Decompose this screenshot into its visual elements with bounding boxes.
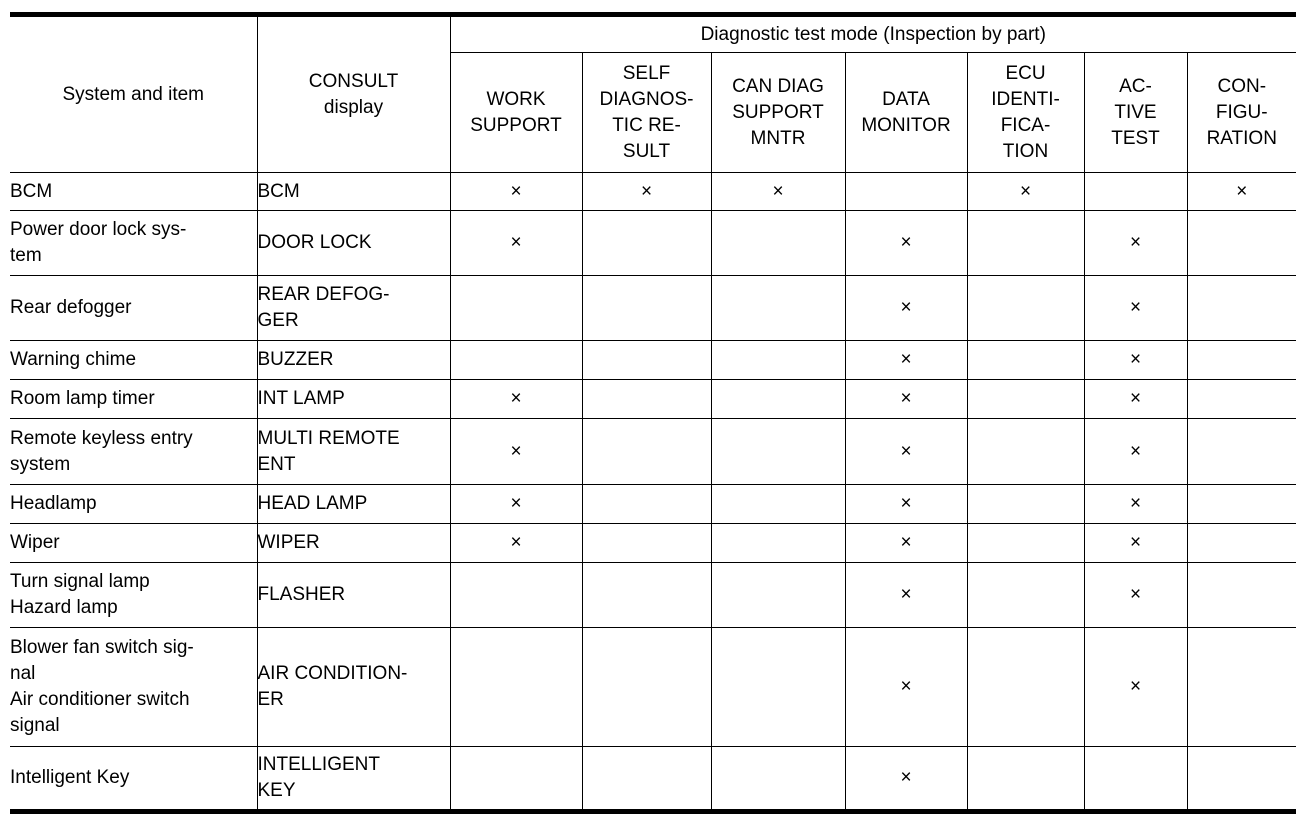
consult-display-cell: AIR CONDITION- ER — [257, 628, 450, 747]
header-system-and-item: System and item — [10, 15, 257, 173]
applicable-mark: × — [900, 388, 912, 409]
system-item-cell: Power door lock sys- tem — [10, 211, 257, 276]
mode-cell — [1187, 211, 1296, 276]
mode-cell — [845, 211, 967, 276]
applicable-mark: × — [1129, 493, 1142, 514]
mode-cell — [582, 485, 711, 524]
mode-cell — [450, 485, 582, 524]
mode-cell — [1084, 628, 1187, 747]
system-item-cell: Rear defogger — [10, 276, 257, 341]
mode-cell — [1187, 276, 1296, 341]
mode-cell — [1187, 419, 1296, 485]
mode-cell — [1084, 563, 1187, 628]
consult-display-cell: WIPER — [257, 524, 450, 563]
mode-cell — [845, 524, 967, 563]
applicable-mark: × — [900, 767, 912, 788]
applicable-mark: × — [900, 532, 912, 553]
mode-cell — [711, 380, 845, 419]
applicable-mark: × — [900, 493, 912, 514]
mode-cell — [1084, 211, 1187, 276]
applicable-mark: × — [900, 584, 912, 605]
applicable-mark: × — [900, 440, 912, 462]
mode-cell — [711, 485, 845, 524]
consult-display-cell: FLASHER — [257, 563, 450, 628]
table-row — [10, 276, 1296, 341]
applicable-mark: × — [1129, 297, 1142, 318]
table-row — [10, 485, 1296, 524]
mode-cell — [582, 628, 711, 747]
mode-cell — [711, 276, 845, 341]
applicable-mark: × — [1129, 349, 1142, 370]
system-item-cell: Intelligent Key — [10, 747, 257, 812]
applicable-mark: × — [1129, 232, 1142, 253]
mode-cell — [1187, 628, 1296, 747]
mode-cell — [1187, 524, 1296, 563]
mode-cell — [967, 419, 1084, 485]
header-data-monitor: DATA MONITOR — [845, 53, 967, 173]
mode-cell — [582, 419, 711, 485]
header-consult-display: CONSULT display — [257, 15, 450, 173]
applicable-mark: × — [1129, 584, 1142, 605]
mode-cell — [845, 485, 967, 524]
table-row — [10, 747, 1296, 812]
consult-display-cell: BCM — [257, 173, 450, 211]
mode-cell — [450, 276, 582, 341]
mode-cell — [450, 380, 582, 419]
mode-cell — [1084, 747, 1187, 812]
system-item-cell: Remote keyless entry system — [10, 419, 257, 485]
mode-cell — [582, 173, 711, 211]
applicable-mark: × — [510, 180, 522, 202]
mode-cell — [1084, 485, 1187, 524]
system-item-cell: Wiper — [10, 524, 257, 563]
header-diagnostic-test-mode: Diagnostic test mode (Inspection by part) — [450, 15, 1296, 53]
system-item-cell: BCM — [10, 173, 257, 211]
diagnostic-mode-table — [10, 12, 1296, 814]
system-item-cell: Warning chime — [10, 341, 257, 380]
mode-cell — [967, 380, 1084, 419]
table-row — [10, 563, 1296, 628]
mode-cell — [711, 173, 845, 211]
consult-display-cell: MULTI REMOTE ENT — [257, 419, 450, 485]
applicable-mark: × — [1129, 388, 1142, 409]
mode-cell — [450, 211, 582, 276]
applicable-mark: × — [900, 232, 912, 253]
mode-cell — [450, 628, 582, 747]
applicable-mark: × — [900, 349, 912, 370]
mode-cell — [450, 524, 582, 563]
mode-cell — [450, 419, 582, 485]
applicable-mark: × — [1019, 180, 1032, 202]
table-row — [10, 380, 1296, 419]
mode-cell — [711, 563, 845, 628]
mode-cell — [1084, 276, 1187, 341]
header-work-support: WORK SUPPORT — [450, 53, 582, 173]
header-self-diagnostic-result: SELF DIAGNOS- TIC RE- SULT — [582, 53, 711, 173]
mode-cell — [582, 747, 711, 812]
mode-cell — [1084, 173, 1187, 211]
applicable-mark: × — [1129, 532, 1142, 553]
mode-cell — [582, 380, 711, 419]
mode-cell — [845, 380, 967, 419]
mode-cell — [711, 341, 845, 380]
applicable-mark: × — [510, 440, 522, 462]
consult-display-cell: REAR DEFOG- GER — [257, 276, 450, 341]
mode-cell — [845, 341, 967, 380]
mode-cell — [711, 524, 845, 563]
mode-cell — [450, 563, 582, 628]
mode-cell — [582, 211, 711, 276]
table-row — [10, 419, 1296, 485]
applicable-mark: × — [1129, 676, 1142, 697]
applicable-mark: × — [900, 297, 912, 318]
table-row — [10, 211, 1296, 276]
mode-cell — [967, 485, 1084, 524]
mode-cell — [1187, 563, 1296, 628]
system-item-cell: Turn signal lamp Hazard lamp — [10, 563, 257, 628]
mode-cell — [845, 628, 967, 747]
header-ecu-identification: ECU IDENTI- FICA- TION — [967, 53, 1084, 173]
mode-cell — [967, 628, 1084, 747]
mode-cell — [967, 211, 1084, 276]
mode-cell — [1084, 419, 1187, 485]
mode-cell — [1187, 380, 1296, 419]
applicable-mark: × — [1236, 180, 1248, 202]
table-row — [10, 341, 1296, 380]
mode-cell — [845, 173, 967, 211]
mode-cell — [967, 747, 1084, 812]
table-row — [10, 524, 1296, 563]
mode-cell — [967, 276, 1084, 341]
consult-display-cell: INT LAMP — [257, 380, 450, 419]
mode-cell — [967, 563, 1084, 628]
mode-cell — [582, 341, 711, 380]
system-item-cell: Blower fan switch sig- nal Air conditioner switch signal — [10, 628, 257, 747]
applicable-mark: × — [640, 180, 653, 202]
mode-cell — [967, 524, 1084, 563]
mode-cell — [1187, 747, 1296, 812]
header-configuration: CON- FIGU- RATION — [1187, 53, 1296, 173]
table-row — [10, 173, 1296, 211]
system-item-cell: Headlamp — [10, 485, 257, 524]
applicable-mark: × — [510, 493, 522, 514]
consult-display-cell: DOOR LOCK — [257, 211, 450, 276]
header-active-test: AC- TIVE TEST — [1084, 53, 1187, 173]
mode-cell — [845, 747, 967, 812]
applicable-mark: × — [510, 532, 522, 553]
mode-cell — [582, 276, 711, 341]
mode-cell — [711, 747, 845, 812]
mode-cell — [1187, 485, 1296, 524]
mode-cell — [711, 419, 845, 485]
applicable-mark: × — [510, 388, 522, 409]
mode-cell — [1187, 341, 1296, 380]
applicable-mark: × — [1129, 440, 1142, 462]
applicable-mark: × — [510, 232, 522, 253]
mode-cell — [1084, 380, 1187, 419]
mode-cell — [967, 341, 1084, 380]
consult-display-cell: BUZZER — [257, 341, 450, 380]
mode-cell — [845, 563, 967, 628]
system-item-cell: Room lamp timer — [10, 380, 257, 419]
mode-cell — [845, 419, 967, 485]
mode-cell — [1084, 341, 1187, 380]
mode-cell — [582, 563, 711, 628]
applicable-mark: × — [900, 676, 912, 697]
mode-cell — [450, 173, 582, 211]
mode-cell — [582, 524, 711, 563]
mode-cell — [1084, 524, 1187, 563]
header-can-diag-support-mntr: CAN DIAG SUPPORT MNTR — [711, 53, 845, 173]
mode-cell — [450, 341, 582, 380]
mode-cell — [711, 211, 845, 276]
mode-cell — [711, 628, 845, 747]
applicable-mark: × — [772, 180, 784, 202]
consult-display-cell: HEAD LAMP — [257, 485, 450, 524]
consult-display-cell: INTELLIGENT KEY — [257, 747, 450, 812]
table-row — [10, 628, 1296, 747]
mode-cell — [967, 173, 1084, 211]
table-body — [10, 173, 1296, 812]
mode-cell — [450, 747, 582, 812]
mode-cell — [845, 276, 967, 341]
mode-cell — [1187, 173, 1296, 211]
